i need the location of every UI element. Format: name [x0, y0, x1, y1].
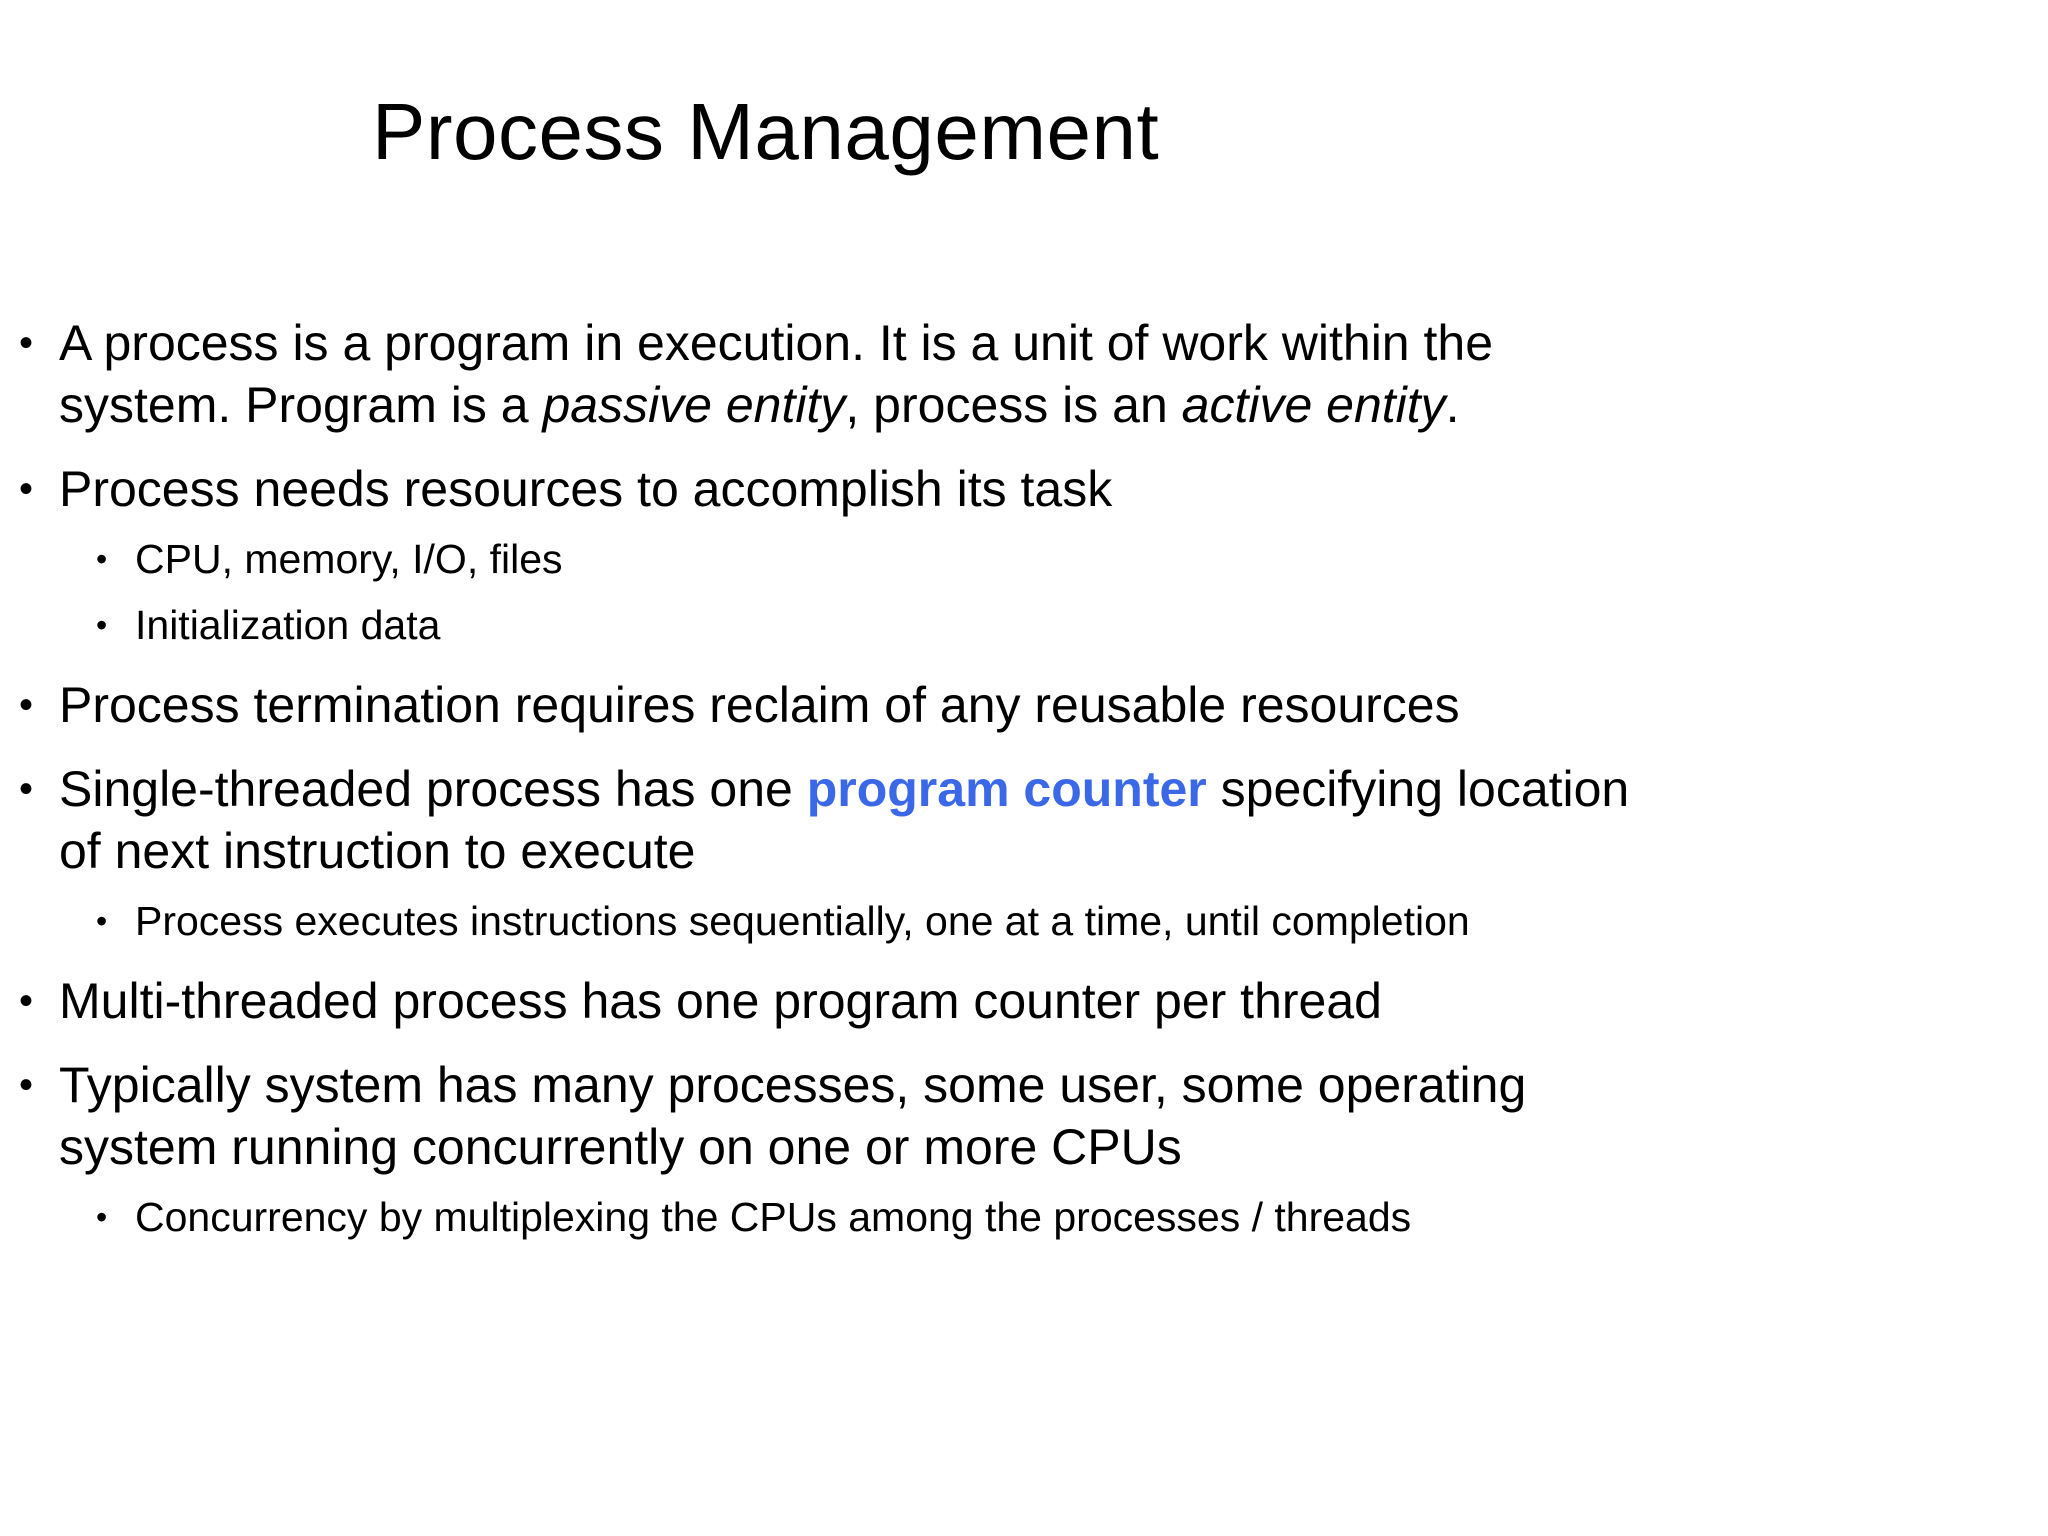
slide-body: [0, 312, 1640, 1266]
sub-bullet-text: Process executes instructions sequentially, one at a time, until completion: [135, 898, 1470, 944]
bullet-text: Process termination requires reclaim of any reusable resources: [59, 677, 1460, 733]
sub-bullet-sequential: [0, 894, 1640, 948]
bullet-dot-icon: •: [19, 1063, 34, 1107]
bullet-process-definition: [0, 312, 1640, 436]
bullet-dot-icon: •: [19, 979, 34, 1023]
bullet-single-threaded: [0, 758, 1640, 882]
bullet-resources: [0, 458, 1640, 520]
slide-title: Process Management: [372, 87, 1160, 176]
sub-bullet-initialization: [0, 598, 1640, 652]
bullet-multi-threaded: [0, 970, 1640, 1032]
sub-bullet-dot-icon: •: [96, 541, 108, 577]
bullet-text: Typically system has many processes, some user, some operating system running concurrently on one or more CPUs: [59, 1057, 1527, 1175]
bullet-dot-icon: •: [19, 321, 34, 365]
sub-bullet-dot-icon: •: [96, 1199, 108, 1235]
sub-bullet-cpu-memory: [0, 532, 1640, 586]
bullet-text: Process needs resources to accomplish its task: [59, 461, 1113, 517]
sub-bullet-dot-icon: •: [96, 903, 108, 939]
bullet-dot-icon: •: [19, 467, 34, 511]
bullet-dot-icon: •: [19, 767, 34, 811]
bullet-text: Multi-threaded process has one program counter per thread: [59, 973, 1382, 1029]
sub-bullet-text: Concurrency by multiplexing the CPUs among the processes / threads: [135, 1194, 1412, 1240]
sub-bullet-text: Initialization data: [135, 602, 441, 648]
emphasis-active-entity: active entity: [1181, 377, 1446, 433]
bullet-text: , process is an: [845, 377, 1182, 433]
bullet-text: .: [1445, 377, 1460, 433]
sub-bullet-concurrency: [0, 1190, 1640, 1244]
bullet-many-processes: [0, 1054, 1640, 1178]
sub-bullet-text: CPU, memory, I/O, files: [135, 536, 563, 582]
highlight-program-counter: program counter: [806, 761, 1207, 817]
bullet-dot-icon: •: [19, 683, 34, 727]
bullet-termination: [0, 674, 1640, 736]
bullet-text: specifying location of next instruction to execute: [59, 761, 1630, 879]
sub-bullet-dot-icon: •: [96, 607, 108, 643]
emphasis-passive-entity: passive entity: [542, 377, 846, 433]
bullet-text: A process is a program in execution. It is a unit of work within the system. Program is a: [59, 315, 1494, 433]
bullet-text: Single-threaded process has one: [59, 761, 807, 817]
